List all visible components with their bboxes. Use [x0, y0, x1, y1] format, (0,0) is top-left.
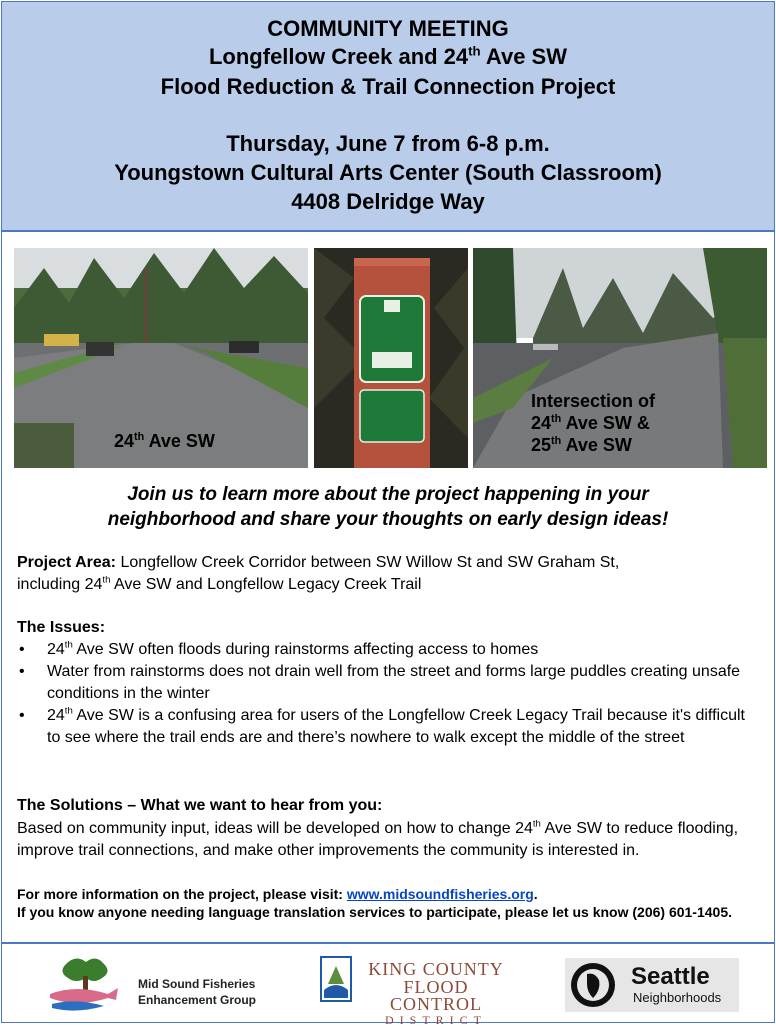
photo-caption-intersection: Intersection of 24th Ave SW & 25th Ave SW	[531, 391, 656, 455]
photo-24th-ave	[14, 248, 308, 468]
project-area-paragraph: Project Area: Longfellow Creek Corridor between SW Willow St and SW Graham St, including 24th Ave SW and Longfellow Legacy Creek Trail	[17, 554, 620, 593]
website-link[interactable]: www.midsoundfisheries.org	[346, 886, 534, 902]
mid-sound-fisheries-logo: Mid Sound Fisheries Enhancement Group	[46, 954, 286, 1016]
project-name-line2: Flood Reduction & Trail Connection Project	[160, 74, 616, 99]
photo-trail-sign	[314, 248, 468, 468]
trail-sign-illustration	[314, 248, 468, 468]
meeting-venue: Youngstown Cultural Arts Center (South Classroom)	[114, 160, 662, 185]
seattle-seal-icon	[565, 958, 621, 1012]
more-info: For more information on the project, please visit: www.midsoundfisheries.org. If you know anyone needing language translation services to participate, please let us know (206) 601-1405.	[17, 885, 762, 921]
photo-caption-24th-ave: 24th Ave SW	[114, 431, 215, 451]
seattle-neighborhoods-logo: Seattle Neighborhoods	[565, 958, 739, 1012]
partner-logos	[2, 942, 774, 1027]
invitation-tagline: Join us to learn more about the project happening in your neighborhood and share your thoughts on early design ideas!	[107, 484, 669, 530]
photo-intersection	[473, 248, 767, 468]
project-area-label: Project Area:	[17, 554, 116, 571]
issue-item: • 24th Ave SW is a confusing area for users of the Longfellow Creek Legacy Trail because it's difficult to see where the trail ends are and there’s nowhere to walk except the middle of the street	[17, 705, 762, 749]
meeting-header	[2, 2, 774, 232]
solutions-heading: The Solutions – What we want to hear from you:	[17, 797, 383, 814]
king-county-flood-control-logo: KING COUNTY FLOOD CONTROL DISTRICT	[320, 956, 516, 1010]
issue-item: • 24th Ave SW often floods during rainstorms affecting access to homes	[17, 639, 762, 661]
fish-tree-icon	[46, 954, 126, 1016]
solutions-paragraph: Based on community input, ideas will be developed on how to change 24th Ave SW to reduce flooding, improve trail connections, and make other improvements the community is interested in.	[17, 818, 739, 859]
meeting-title: COMMUNITY MEETING	[267, 16, 509, 41]
translation-notice: If you know anyone needing language translation services to participate, please let us know (206) 601-1405.	[17, 904, 733, 920]
issues-heading: The Issues:	[17, 619, 106, 636]
flyer-page	[1, 1, 775, 1027]
project-name-line1: Longfellow Creek and 24th Ave SW	[208, 43, 567, 69]
issue-item: • Water from rainstorms does not drain well from the street and forms large puddles creating unsafe conditions in the winter	[17, 661, 762, 705]
meeting-address: 4408 Delridge Way	[291, 189, 485, 214]
meeting-date: Thursday, June 7 from 6-8 p.m.	[226, 131, 550, 156]
king-county-icon	[320, 956, 352, 1002]
issues-list	[17, 639, 762, 749]
